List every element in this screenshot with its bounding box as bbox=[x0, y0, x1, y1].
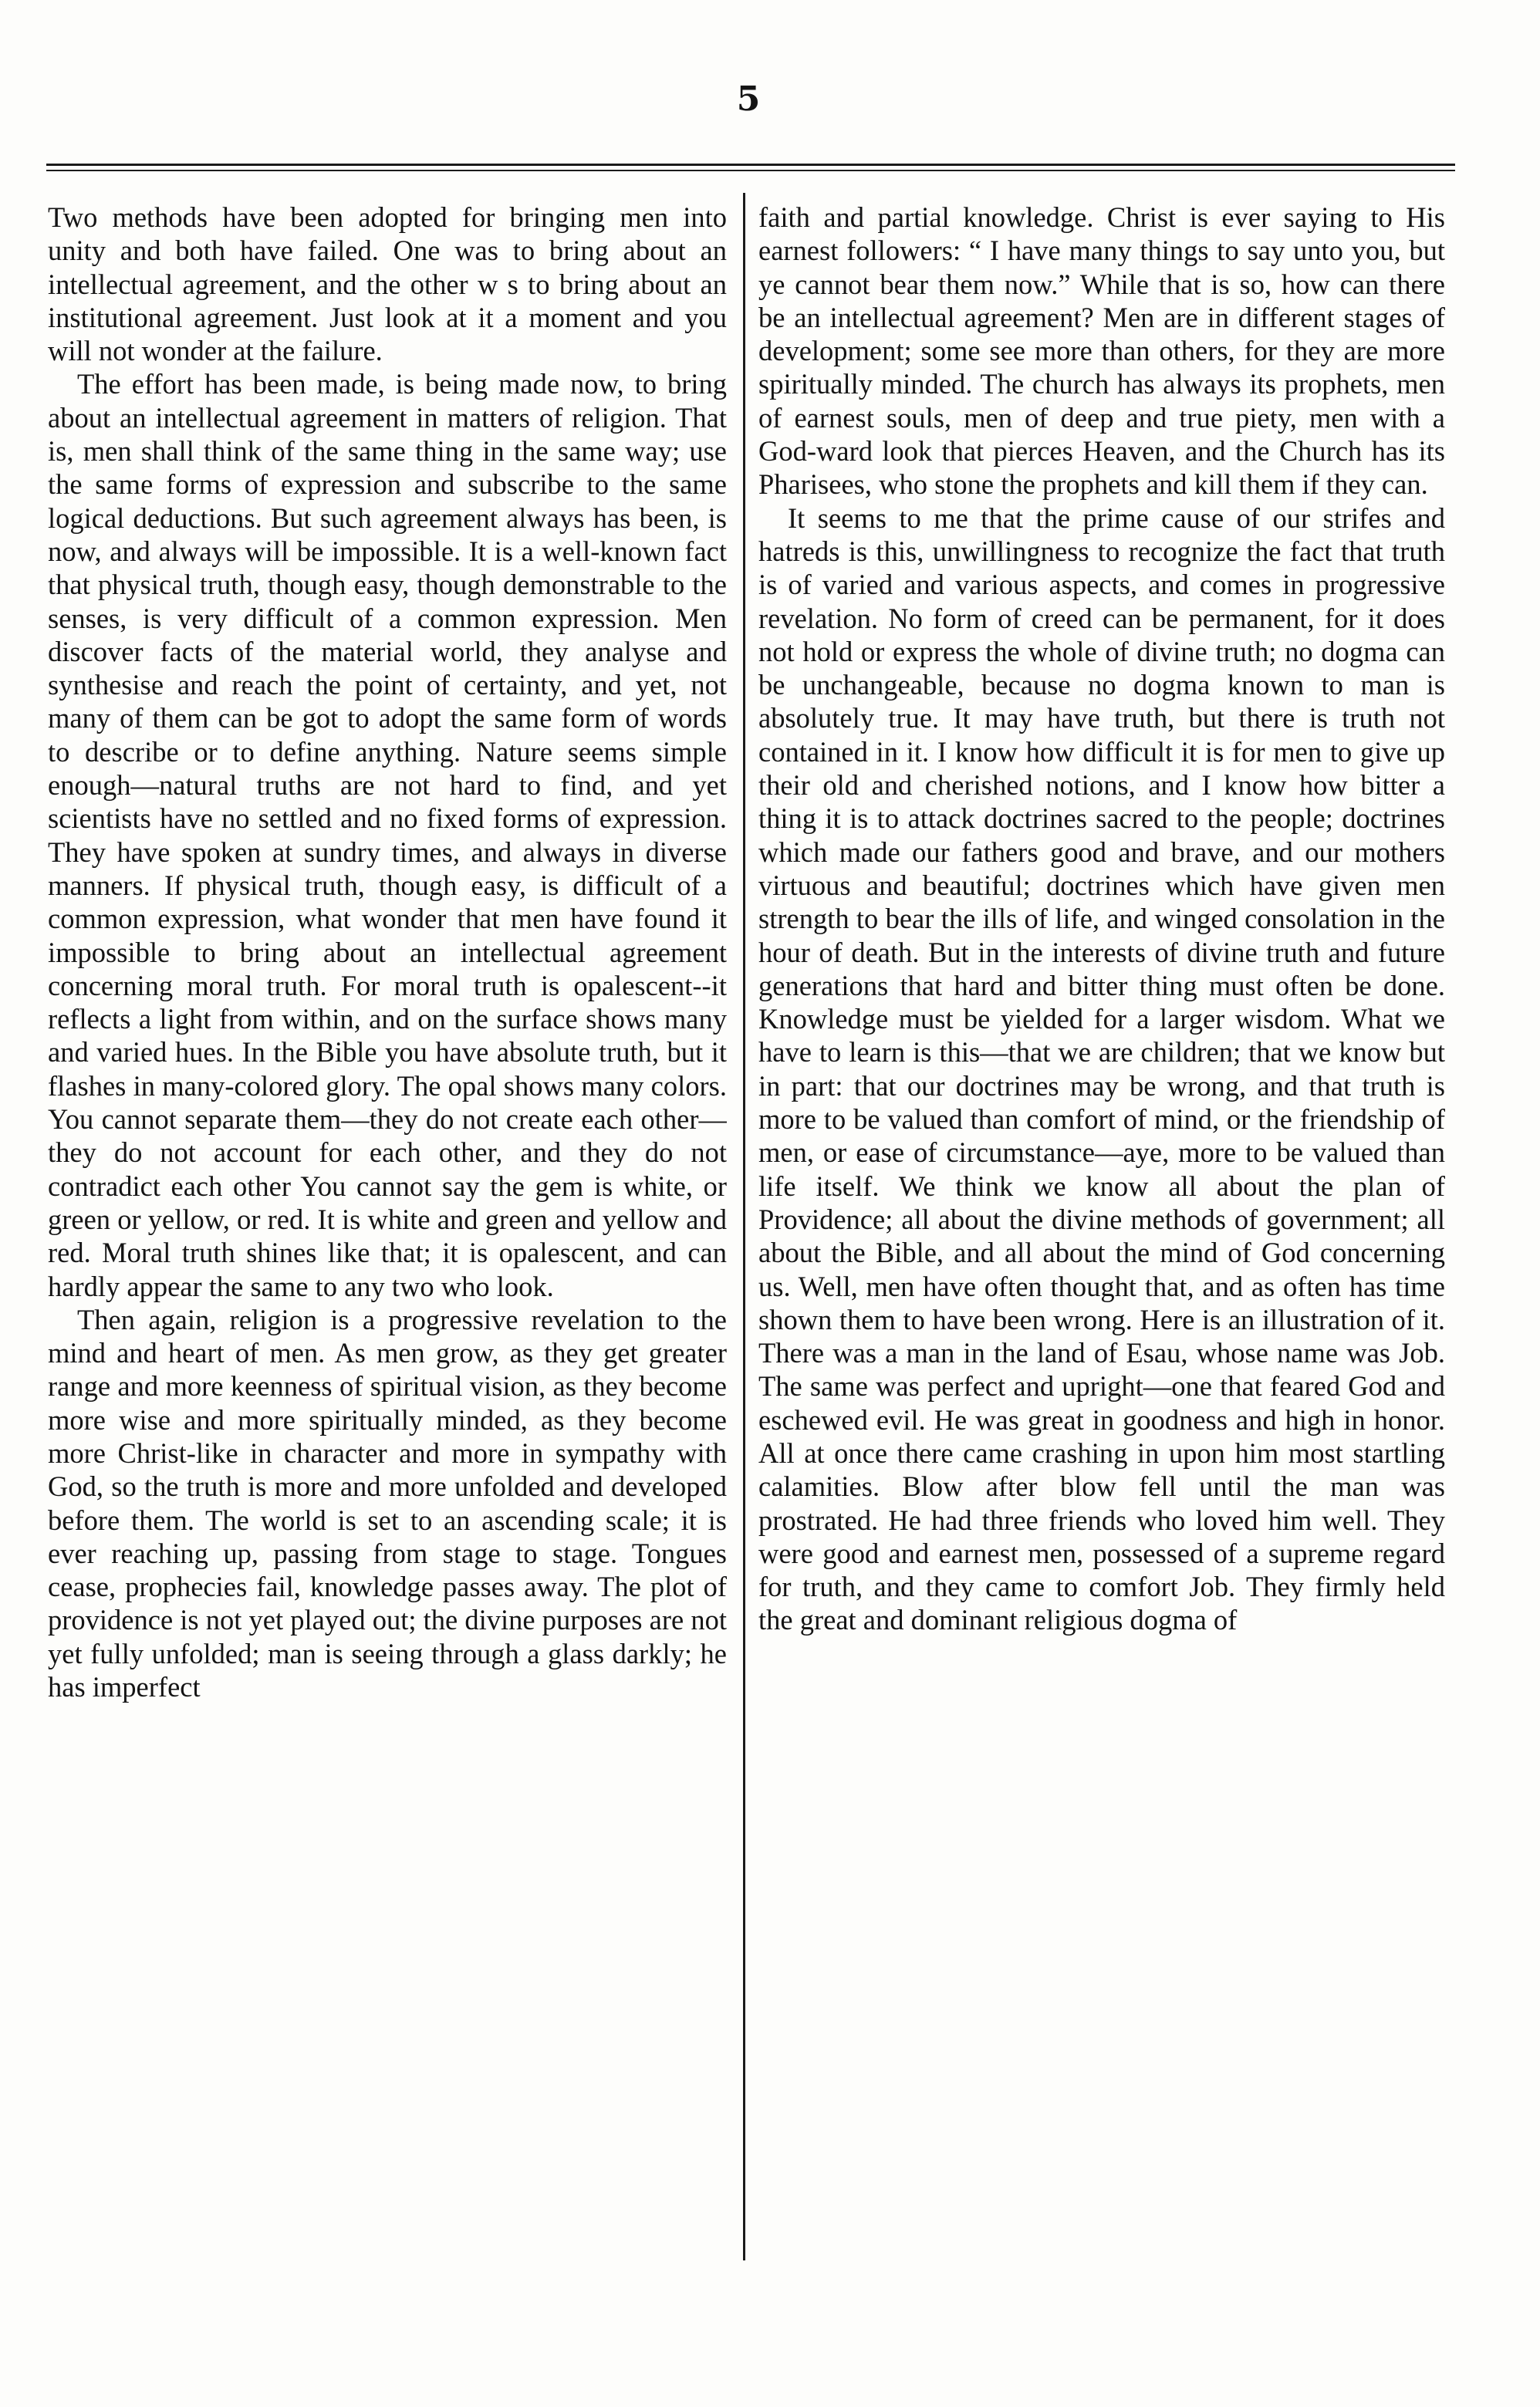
paragraph: faith and partial knowledge. Christ is ever saying to His earnest followers: “ I have many things to say unto you, but ye cannot bear them now.” While that is so, how can there be an intellectual agreement? Men are in different stages of development; some see more than others, for they are more spiritually minded. The church has always its prophets, men of earnest souls, men of deep and true piety, men with a God-ward look that pierces Heaven, and the Church has its Pharisees, who stone the prophets and kill them if they can. bbox=[758, 201, 1445, 501]
paragraph: The effort has been made, is being made now, to bring about an intellectual agreement in matters of religion. That is, men shall think of the same thing in the same way; use the same forms of expression and subscribe to the same logical deductions. But such agreement always has been, is now, and always will be impossible. It is a well-known fact that physical truth, though easy, though demonstrable to the senses, is very difficult of a common expression. Men discover facts of the material world, they analyse and synthesise and reach the point of certainty, and yet, not many of them can be got to adopt the same form of words to describe or to define anything. Nature seems simple enough—natural truths are not hard to find, and yet scientists have no settled and no fixed forms of expression. They have spoken at sundry times, and always in diverse manners. If physical truth, though easy, is difficult of a common expression, what wonder that men have found it impossible to bring about an intellectual agreement concerning moral truth. For moral truth is opalescent--it reflects a light from within, and on the surface shows many and varied hues. In the Bible you have absolute truth, but it flashes in many-colored glory. The opal shows many colors. You cannot separate them—they do not create each other—they do not account for each other, and they do not contradict each other You cannot say the gem is white, or green or yellow, or red. It is white and green and yellow and red. Moral truth shines like that; it is opalescent, and can hardly appear the same to any two who look. bbox=[48, 368, 727, 1302]
header-rule bbox=[46, 164, 1455, 166]
paragraph: Two methods have been adopted for bringing men into unity and both have failed. One was to bring about an intellectual agreement, and the other w s to bring about an institutional agreement. Just look at it a moment and you will not wonder at the failure. bbox=[48, 201, 727, 367]
header-rule-thin bbox=[46, 170, 1455, 171]
column-divider bbox=[743, 193, 745, 2260]
page-number: 5 bbox=[736, 79, 761, 119]
right-column bbox=[758, 201, 1445, 2253]
paragraph: It seems to me that the prime cause of our strifes and hatreds is this, unwillingness to recognize the fact that truth is of varied and various aspects, and comes in progressive revelation. No form of creed can be permanent, for it does not hold or express the whole of divine truth; no dogma can be unchangeable, because no dogma known to man is absolutely true. It may have truth, but there is truth not contained in it. I know how difficult it is for men to give up their old and cherished notions, and I know how bitter a thing it is to attack doctrines sacred to the people; doctrines which made our fathers good and brave, and our mothers virtuous and beautiful; doctrines which have given men strength to bear the ills of life, and winged consolation in the hour of death. But in the interests of divine truth and future generations that hard and bitter thing must often be done. Knowledge must be yielded for a larger wisdom. What we have to learn is this—that we are children; that we know but in part: that our doctrines may be wrong, and that truth is more to be valued than comfort of mind, or the friendship of men, or ease of circumstance—aye, more to be valued than life itself. We think we know all about the plan of Providence; all about the divine methods of government; all about the Bible, and all about the mind of God concerning us. Well, men have often thought that, and as often has time shown them to have been wrong. Here is an illustration of it. There was a man in the land of Esau, whose name was Job. The same was perfect and upright—one that feared God and eschewed evil. He was great in goodness and high in honor. All at once there came crashing in upon him most startling calamities. Blow after blow fell until the man was prostrated. He had three friends who loved him well. They were good and earnest men, possessed of a supreme regard for truth, and they came to comfort Job. They firmly held the great and dominant religious dogma of bbox=[758, 501, 1445, 1636]
paragraph: Then again, religion is a progressive revelation to the mind and heart of men. As men grow, as they get greater range and more keenness of spiritual vision, as they become more wise and more spiritually minded, as they become more Christ-like in character and more in sympathy with God, so the truth is more and more unfolded and developed before them. The world is set to an ascending scale; it is ever reaching up, passing from stage to stage. Tongues cease, prophecies fail, knowledge passes away. The plot of providence is not yet played out; the divine purposes are not yet fully unfolded; man is seeing through a glass darkly; he has imperfect bbox=[48, 1303, 727, 1703]
left-column bbox=[48, 201, 727, 2253]
